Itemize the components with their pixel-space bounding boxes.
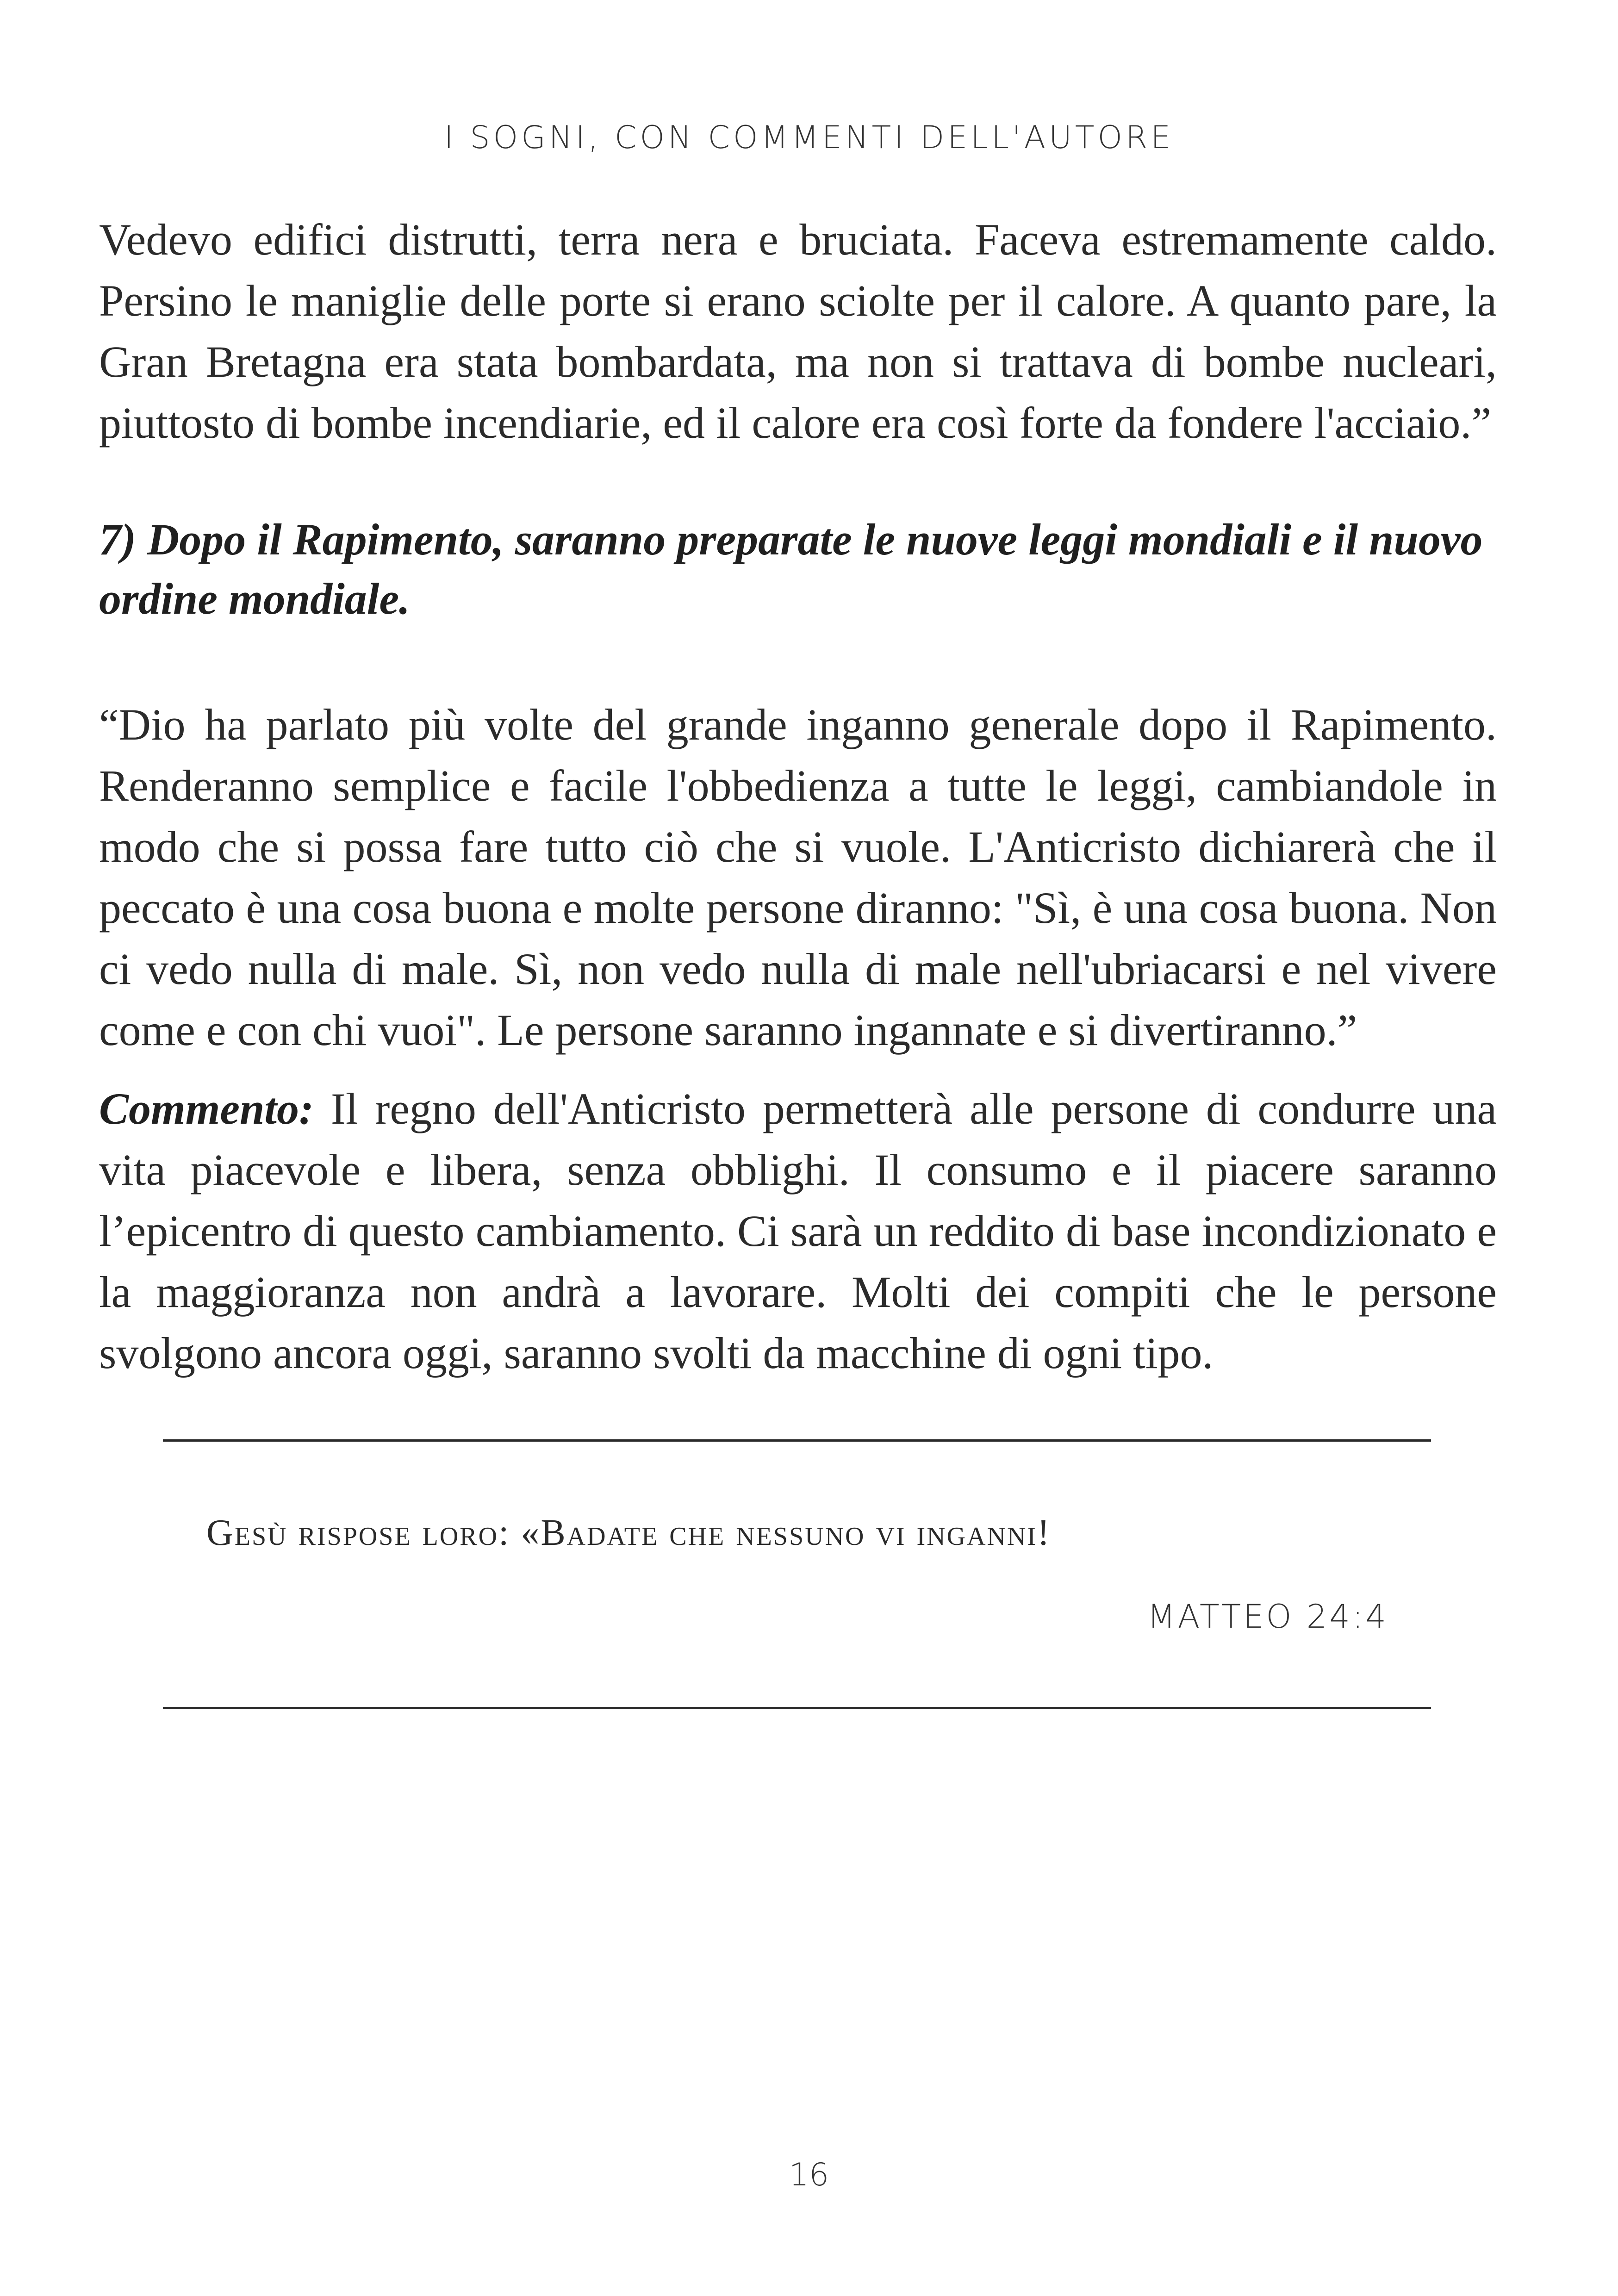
section-heading: 7) Dopo il Rapimento, saranno preparate le nuove leggi mondiali e il nuovo ordine mondiale. (99, 515, 1483, 623)
verse-reference: MATTEO 24:4 (1147, 1598, 1388, 1636)
bible-verse: Gesù rispose loro: «Badate che nessuno vi inganni! (206, 1512, 1051, 1553)
top-divider (163, 1439, 1431, 1442)
comment-text: Il regno dell'Anticristo permetterà alle persone di condurre una vita piacevole e libera, senza obblighi. Il consumo e il piacere saranno l’epicentro di questo cambiamento. Ci sarà un reddito di base incondizionato e la maggioranza non andrà a lavorare. Molti dei compiti che le persone svolgono ancora oggi, saranno svolti da macchine di ogni tipo. (99, 1084, 1497, 1378)
comment-separator: : (299, 1084, 314, 1133)
paragraph-dream-description: Vedevo edifici distrutti, terra nera e bruciata. Faceva estremamente caldo. Persino le maniglie delle porte si erano sciolte per il calore. A quanto pare, la Gran Bretagna era stata bombardata, ma non si trattava di bombe nucleari, piuttosto di bombe incendiarie, ed il calore era così forte da fondere l'acciaio.” (99, 215, 1497, 448)
page-number: 16 (789, 2157, 829, 2193)
running-header: I SOGNI, CON COMMENTI DELL'AUTORE (444, 119, 1174, 156)
comment-label: Commento (99, 1084, 299, 1133)
bottom-divider (163, 1707, 1431, 1709)
comment-paragraph (99, 1078, 1497, 1384)
paragraph-quote: “Dio ha parlato più volte del grande inganno generale dopo il Rapimento. Renderanno semplice e facile l'obbedienza a tutte le leggi, cambiandole in modo che si possa fare tutto ciò che si vuole. L'Anticristo dichiarerà che il peccato è una cosa buona e molte persone diranno: "Sì, è una cosa buona. Non ci vedo nulla di male. Sì, non vedo nulla di male nell'ubriacarsi e nel vivere come e con chi vuoi". Le persone saranno ingannate e si divertiranno.” (99, 700, 1497, 1055)
